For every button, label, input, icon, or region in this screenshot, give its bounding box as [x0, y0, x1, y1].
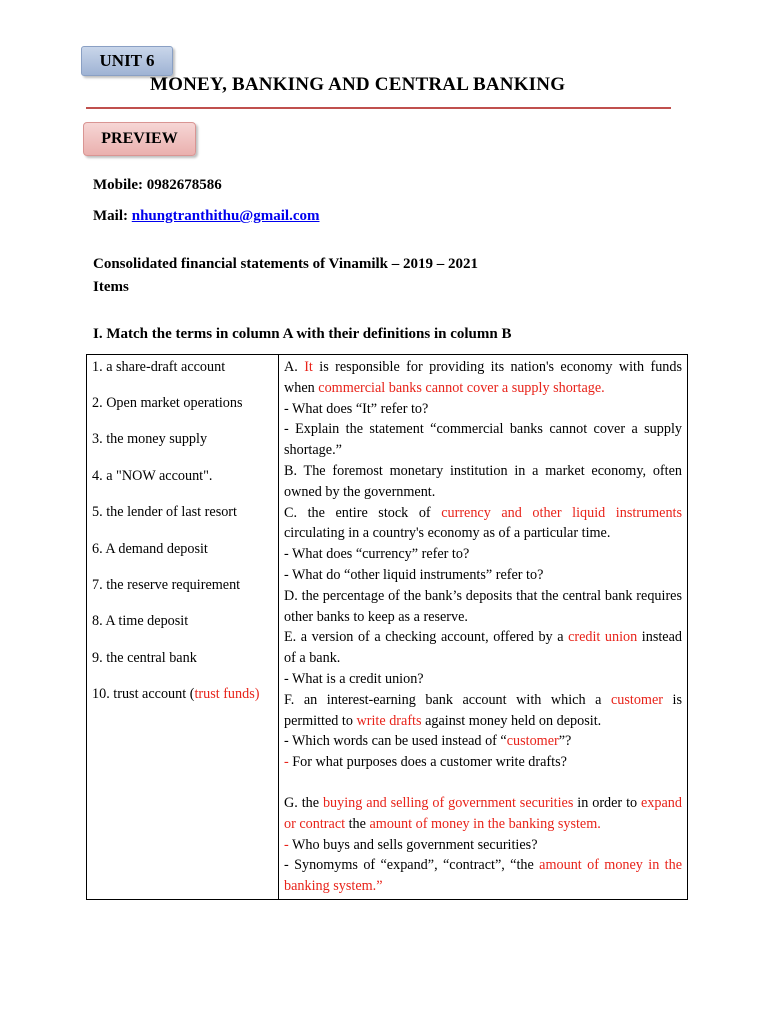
mail-line	[93, 208, 319, 225]
question-a2: - Explain the statement “commercial banks cannot cover a supply shortage.”	[284, 421, 682, 459]
question-c1: - What does “currency” refer to?	[284, 546, 470, 563]
def-f-text-2: is permitted to	[284, 691, 682, 729]
def-g-highlight: buying and selling of government securities	[322, 794, 574, 811]
term-10-label: 10. trust account (	[92, 686, 195, 703]
items-label: Items	[93, 279, 129, 295]
q-f2-text: For what purposes does a customer write drafts?	[288, 754, 567, 771]
term-1: 1. a share-draft account	[92, 359, 226, 375]
definition-e	[284, 627, 682, 669]
term-7: 7. the reserve requirement	[92, 577, 241, 594]
question-g2	[284, 855, 682, 897]
term-3: 3. the money supply	[92, 431, 208, 448]
def-e-text: E. a version of a checking account, offered by a	[284, 629, 569, 646]
mail-link[interactable]: nhungtranthithu@gmail.com	[131, 208, 320, 224]
term-2: 2. Open market operations	[92, 395, 243, 412]
preview-badge: PREVIEW	[83, 122, 196, 156]
q-g1-dash: -	[284, 836, 289, 853]
page-title: MONEY, BANKING AND CENTRAL BANKING	[150, 74, 566, 95]
def-f-highlight: customer	[610, 691, 663, 708]
def-a-highlight-2: commercial banks cannot cover a supply shortage.	[318, 379, 605, 396]
def-g-text-3: the	[345, 815, 370, 832]
unit-badge: UNIT 6	[81, 46, 173, 76]
definition-d: D. the percentage of the bank’s deposits that the central bank requires other banks to keep as a reserve.	[284, 587, 682, 625]
term-10-note: trust funds)	[194, 686, 260, 703]
definition-a	[284, 357, 682, 399]
term-10	[92, 676, 273, 712]
question-f2	[284, 752, 682, 773]
def-a-highlight: It	[304, 359, 313, 375]
table-row	[87, 355, 688, 900]
q-f1-text: - Which words can be used instead of “	[284, 733, 507, 750]
spacer	[284, 773, 682, 793]
def-a-label: A.	[284, 359, 305, 375]
def-g-highlight-2: expand or contract	[284, 794, 682, 832]
def-f-text: F. an interest-earning bank account with which a	[284, 691, 611, 708]
def-f-text-3: against money held on deposit.	[421, 712, 602, 729]
term-5: 5. the lender of last resort	[92, 504, 237, 521]
def-c-text-2: circulating in a country's economy as of a particular time.	[284, 525, 611, 542]
def-f-highlight-2: write drafts	[356, 712, 422, 729]
def-a-text: is responsible for providing its nation's economy with funds when	[284, 359, 682, 396]
def-g-highlight-3: amount of money in the banking system.	[369, 815, 601, 832]
q-g2-close-quote: ”	[376, 878, 383, 895]
question-a1: - What does “It” refer to?	[284, 400, 429, 417]
mobile-label: Mobile:	[93, 177, 147, 193]
term-6: 6. A demand deposit	[92, 540, 208, 557]
exercise-title: I. Match the terms in column A with their definitions in column B	[93, 326, 512, 342]
def-g-text: G. the	[284, 794, 323, 811]
mail-label: Mail:	[93, 208, 132, 224]
q-g1-text: Who buys and sells government securities?	[288, 836, 538, 853]
q-f1-highlight: customer	[506, 733, 559, 750]
definition-b: B. The foremost monetary institution in a market economy, often owned by the government.	[284, 462, 682, 500]
def-c-text: C. the entire stock of	[284, 504, 442, 521]
definition-g	[284, 793, 682, 835]
term-4: 4. a "NOW account".	[92, 467, 213, 484]
question-f1	[284, 731, 682, 752]
question-g1	[284, 835, 682, 856]
statement-line: Consolidated financial statements of Vinamilk – 2019 – 2021	[93, 256, 479, 272]
def-e-text-2: instead of a bank.	[284, 629, 682, 667]
mobile-number: 0982678586	[146, 177, 222, 193]
title-divider	[86, 107, 671, 109]
matching-table	[86, 354, 688, 900]
definition-c	[284, 503, 682, 545]
def-e-highlight: credit union	[568, 629, 638, 646]
q-g2-highlight: amount of money in the banking system.	[284, 857, 682, 895]
question-e1: - What is a credit union?	[284, 670, 424, 687]
question-c2: - What do “other liquid instruments” refer to?	[284, 566, 544, 583]
definition-f	[284, 690, 682, 732]
q-f1-text-2: ”?	[558, 733, 572, 750]
def-c-highlight: currency and other liquid instruments	[441, 504, 683, 521]
q-g2-text: - Synomyms of “expand”, “contract”, “the	[284, 857, 540, 874]
term-8: 8. A time deposit	[92, 613, 189, 630]
mobile-line	[93, 177, 222, 194]
term-9: 9. the central bank	[92, 649, 197, 666]
q-f2-dash: -	[284, 754, 289, 771]
column-b	[279, 355, 688, 900]
def-g-text-2: in order to	[573, 794, 642, 811]
column-a	[87, 355, 279, 900]
